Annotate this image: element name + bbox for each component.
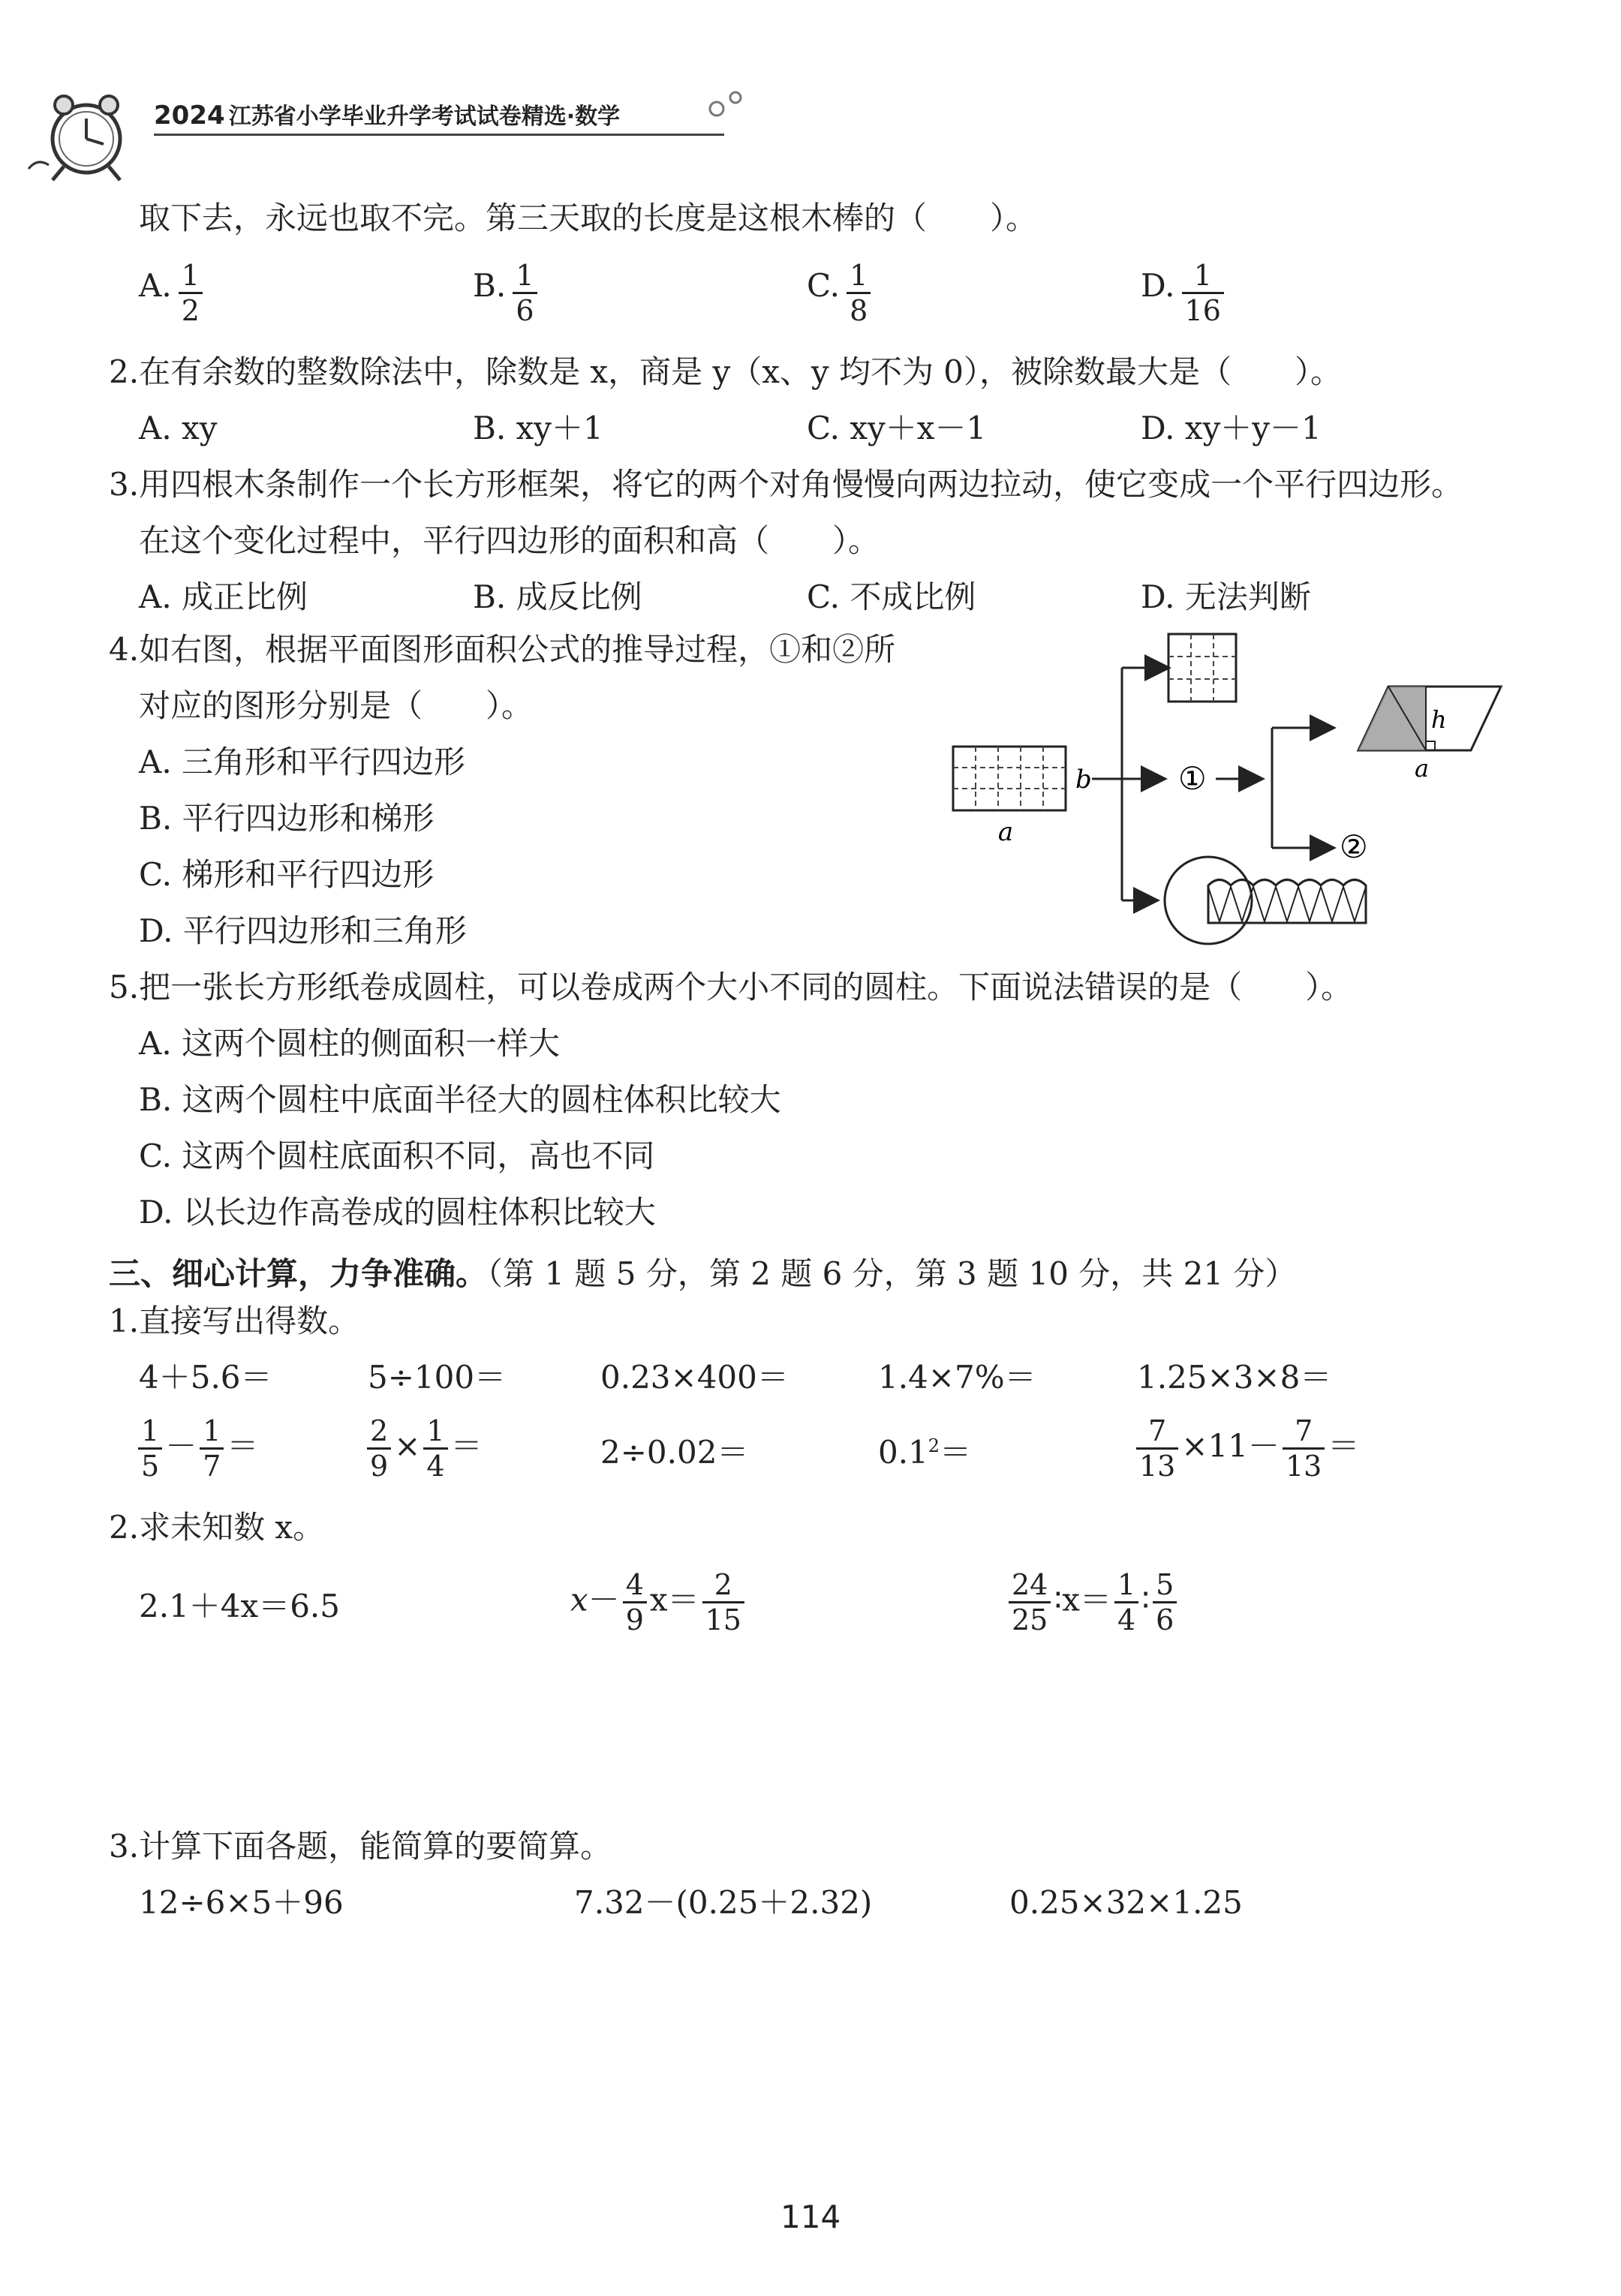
q4-option-a: A. 三角形和平行四边形: [139, 744, 466, 780]
q4-option-d: D. 平行四边形和三角形: [139, 912, 467, 949]
calc2-title: 2.求未知数 x。: [109, 1509, 325, 1546]
q1-option-b: B. $\frac{1}{6}$: [473, 259, 540, 327]
calc1-r2-b: $\frac{2}{9}$ × $\frac{1}{4}$ ＝: [364, 1414, 483, 1483]
calc2-eq2: x－ $\frac{4}{9}$ x＝ $\frac{2}{15}$: [570, 1568, 747, 1636]
header: [23, 83, 773, 188]
page-number: 114: [780, 2198, 841, 2235]
q3-line2: 在这个变化过程中，平行四边形的面积和高（ ）。: [139, 522, 880, 559]
label-a2: a: [1415, 754, 1430, 783]
q3-option-c: C. 不成比例: [807, 579, 976, 615]
q4-line1: 4.如右图，根据平面图形面积公式的推导过程，①和②所: [109, 631, 896, 668]
square-shape: [1168, 634, 1236, 702]
calc1-r1-1: 4＋5.6＝: [139, 1359, 272, 1396]
q5-option-d: D. 以长边作高卷成的圆柱体积比较大: [139, 1194, 656, 1231]
q4-option-c: C. 梯形和平行四边形: [139, 856, 435, 893]
section3-heading: [109, 1249, 1296, 1294]
calc1-r2-a: $\frac{1}{5}$ － $\frac{1}{7}$ ＝: [135, 1414, 258, 1483]
calc2-eq3: $\frac{24}{25}$ ∶x＝ $\frac{1}{4}$ ∶ $\frac{5}{6}$: [1006, 1568, 1180, 1636]
header-title: 江苏省小学毕业升学考试试卷精选·数学: [228, 104, 621, 130]
rectangle-shape: [953, 747, 1066, 810]
q1-options: [139, 259, 1490, 334]
q3-option-d: D. 无法判断: [1141, 579, 1311, 615]
calc3-item-2: 7.32－(0.25＋2.32): [574, 1884, 873, 1921]
q2-option-d: D. xy＋y－1: [1141, 410, 1322, 446]
section3-note: （第 1 题 5 分，第 2 题 6 分，第 3 题 10 分，共 21 分）: [487, 1255, 1297, 1292]
calc1-r1-5: 1.25×3×8＝: [1137, 1359, 1332, 1396]
calc3-item-3: 0.25×32×1.25: [1009, 1884, 1243, 1921]
label-b: b: [1075, 765, 1092, 795]
q4-option-b: B. 平行四边形和梯形: [139, 800, 435, 837]
q3-line1: 3.用四根木条制作一个长方形框架，将它的两个对角慢慢向两边拉动，使它变成一个平行四边形。: [109, 466, 1463, 503]
calc1-r2-d: $0.1^2=$: [878, 1434, 972, 1471]
label-h: h: [1431, 705, 1447, 734]
calc1-r2-e: $\frac{7}{13}$ ×11－ $\frac{7}{13}$ ＝: [1133, 1414, 1359, 1483]
circle-label-2: ②: [1340, 828, 1368, 865]
q5-option-a: A. 这两个圆柱的侧面积一样大: [139, 1025, 561, 1062]
q1-option-d: D. $\frac{1}{16}$: [1141, 259, 1227, 327]
q5-option-c: C. 这两个圆柱底面积不同，高也不同: [139, 1137, 655, 1174]
circle-label-1: ①: [1178, 760, 1207, 797]
label-a: a: [997, 817, 1014, 847]
q2-option-b: B. xy＋1: [473, 410, 603, 446]
calc1-r1-4: 1.4×7%＝: [878, 1359, 1036, 1396]
calc1-r2-c: 2÷0.02＝: [600, 1434, 749, 1471]
calc3-item-1: 12÷6×5＋96: [139, 1884, 344, 1921]
q1-option-c: C. $\frac{1}{8}$: [807, 259, 874, 327]
q1-continuation: 取下去，永远也取不完。第三天取的长度是这根木棒的（ ）。: [139, 200, 1038, 236]
q4-figure: [942, 623, 1512, 945]
header-underline: [154, 134, 724, 136]
q2-option-a: A. xy: [139, 410, 218, 446]
q5-text: 5.把一张长方形纸卷成圆柱，可以卷成两个大小不同的圆柱。下面说法错误的是（ ）。: [109, 969, 1353, 1005]
calc1-title: 1.直接写出得数。: [109, 1303, 360, 1339]
header-year: 2024: [154, 101, 225, 131]
calc1-r1-3: 0.23×400＝: [600, 1359, 789, 1396]
calc1-r1-2: 5÷100＝: [368, 1359, 507, 1396]
q5-option-b: B. 这两个圆柱中底面半径大的圆柱体积比较大: [139, 1081, 781, 1118]
q2-option-c: C. xy＋x－1: [807, 410, 987, 446]
sector-strip-shape: [1208, 880, 1366, 924]
q3-option-b: B. 成反比例: [473, 579, 642, 615]
flower-icon: [698, 86, 750, 124]
calc2-eq1: 2.1＋4x＝6.5: [139, 1588, 340, 1624]
q4-line2: 对应的图形分别是（ ）。: [139, 687, 534, 724]
alarm-clock-icon: [23, 83, 143, 188]
calc3-title: 3.计算下面各题，能简算的要简算。: [109, 1828, 612, 1865]
q1-option-a: A. $\frac{1}{2}$: [139, 259, 206, 327]
parallelogram-shape: [1358, 687, 1501, 750]
section3-title: 三、细心计算，力争准确。: [109, 1255, 488, 1292]
q3-option-a: A. 成正比例: [139, 579, 308, 615]
q2-text: 2.在有余数的整数除法中，除数是 x，商是 y（x、y 均不为 0），被除数最大是（ ）。: [109, 353, 1343, 390]
